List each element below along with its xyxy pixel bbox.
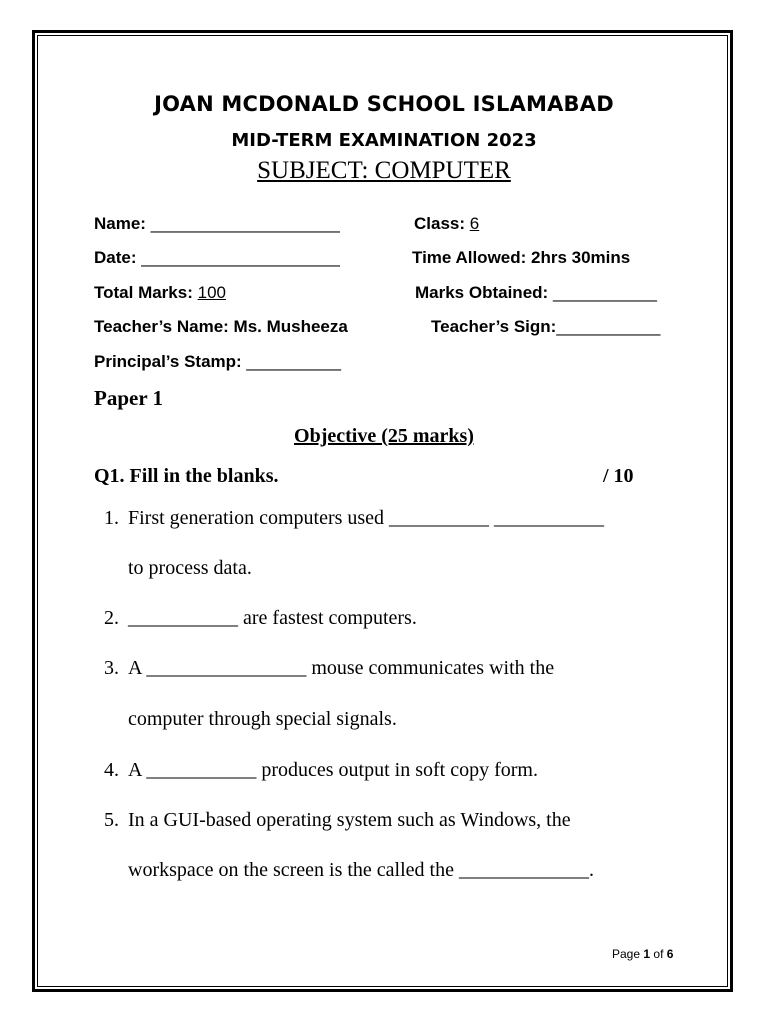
item-number: 2.: [104, 607, 119, 629]
name-blank: ____________________: [150, 214, 340, 233]
question-title: Q1. Fill in the blanks.: [94, 465, 279, 487]
class-value: 6: [469, 214, 480, 233]
item-text-continued: workspace on the screen is the called the _____________.: [128, 859, 594, 881]
page-of-word: of: [653, 947, 664, 961]
item-text: In a GUI-based operating system such as Windows, the: [128, 809, 571, 831]
item-text: A ________________ mouse communicates with the: [128, 657, 555, 679]
total-marks-value: 100: [197, 283, 226, 302]
principal-stamp-field: [94, 352, 341, 372]
class-field: [414, 214, 479, 234]
class-label: Class:: [414, 214, 466, 233]
total-marks-field: [94, 283, 226, 303]
date-field: [94, 248, 340, 268]
paper-heading: Paper 1: [94, 386, 164, 410]
subject-title: SUBJECT: COMPUTER: [257, 157, 511, 184]
date-blank: _____________________: [141, 248, 340, 267]
item-text-continued: to process data.: [128, 557, 252, 579]
item-text: ___________ are fastest computers.: [128, 607, 417, 629]
time-allowed: Time Allowed: 2hrs 30mins: [412, 248, 631, 267]
item-text-continued: computer through special signals.: [128, 708, 397, 730]
item-number: 4.: [104, 759, 119, 781]
total-marks-label: Total Marks:: [94, 283, 193, 302]
item-number: 5.: [104, 809, 119, 831]
principal-stamp-label: Principal’s Stamp:: [94, 352, 242, 371]
marks-obtained-field: [415, 283, 657, 303]
page-current: 1: [643, 947, 651, 961]
objective-heading: Objective (25 marks): [294, 425, 474, 447]
marks-obtained-label: Marks Obtained:: [415, 283, 549, 302]
item-text: A ___________ produces output in soft copy form.: [128, 759, 538, 781]
page-number: [612, 947, 673, 961]
item-number: 3.: [104, 657, 119, 679]
page-word: Page: [612, 947, 641, 961]
teacher-sign-label: Teacher’s Sign:: [431, 317, 557, 336]
question-marks: / 10: [603, 465, 634, 487]
school-name: JOAN MCDONALD SCHOOL ISLAMABAD: [154, 92, 614, 116]
item-number: 1.: [104, 507, 119, 529]
item-text: First generation computers used __________ ___________: [128, 507, 605, 529]
exam-title: MID-TERM EXAMINATION 2023: [231, 130, 537, 151]
teacher-name: Teacher’s Name: Ms. Musheeza: [94, 317, 348, 336]
page-total: 6: [666, 947, 674, 961]
principal-stamp-blank: __________: [246, 352, 341, 371]
teacher-sign-field: [431, 317, 660, 337]
marks-obtained-blank: ___________: [552, 283, 657, 302]
name-field: [94, 214, 340, 234]
date-label: Date:: [94, 248, 137, 267]
teacher-sign-blank: ___________: [556, 317, 661, 336]
name-label: Name:: [94, 214, 146, 233]
